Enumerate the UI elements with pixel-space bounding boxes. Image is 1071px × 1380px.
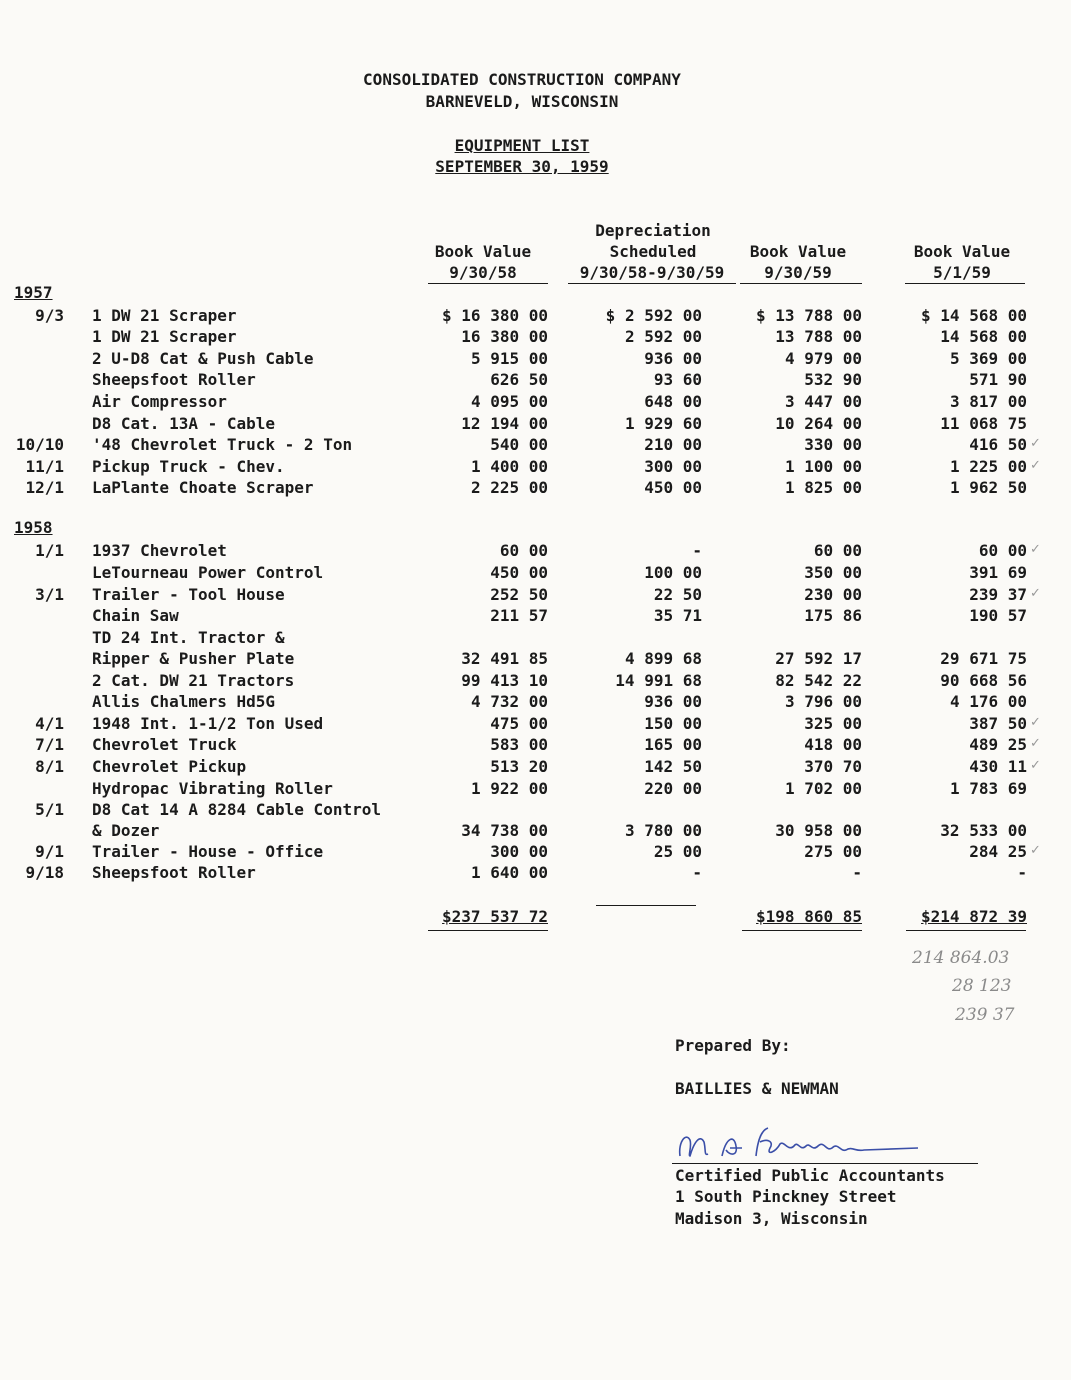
- col-dep-header-2: Scheduled: [609, 242, 697, 261]
- row-dep-cell: 14 991 68: [615, 671, 702, 690]
- row-bv59-cell: 3 447 00: [784, 392, 862, 411]
- row-bv51-cell: 5 369 00: [949, 349, 1027, 368]
- pencil-check-icon: ✓: [1030, 586, 1041, 601]
- row-bv58-cell: 32 491 85: [461, 649, 548, 668]
- row-bv58-cell: 4 095 00: [470, 392, 548, 411]
- row-dep-cell: 936 00: [644, 349, 702, 368]
- row-bv59-cell: -: [852, 863, 862, 882]
- row-desc-cell: D8 Cat 14 A 8284 Cable Control: [92, 800, 381, 819]
- total-bv58-double-rule: [428, 930, 548, 931]
- dep-total-rule: [596, 905, 696, 906]
- col-dep-header-1: Depreciation: [595, 221, 711, 240]
- row-bv58-cell: 300 00: [490, 842, 548, 861]
- row-bv59-cell: 370 70: [804, 757, 862, 776]
- row-bv59-cell: 1 100 00: [784, 457, 862, 476]
- row-bv58-cell: 513 20: [490, 757, 548, 776]
- row-dep-cell: 165 00: [644, 735, 702, 754]
- row-dep-cell: 93 60: [653, 370, 702, 389]
- row-dep-cell: 4 899 68: [624, 649, 702, 668]
- row-bv51-cell: 284 25: [969, 842, 1027, 861]
- row-bv59-cell: 27 592 17: [775, 649, 862, 668]
- row-dep-cell: 2 592 00: [624, 327, 702, 346]
- row-desc-cell: Sheepsfoot Roller: [92, 370, 256, 389]
- firm-name: BAILLIES & NEWMAN: [675, 1079, 839, 1098]
- row-dep-cell: 25 00: [653, 842, 702, 861]
- row-bv51-cell: -: [1017, 863, 1027, 882]
- col-bv51-header-2: 5/1/59: [933, 263, 991, 282]
- row-dep-cell: -: [692, 541, 702, 560]
- year-label-1958: 1958: [14, 518, 53, 537]
- row-desc-cell: 1 DW 21 Scraper: [92, 306, 237, 325]
- row-dep-cell: 3 780 00: [624, 821, 702, 840]
- col-bv58-header-1: Book Value: [434, 242, 532, 261]
- row-bv59-cell: 230 00: [804, 585, 862, 604]
- signature-image: [660, 1112, 930, 1164]
- row-dep-cell: 150 00: [644, 714, 702, 733]
- row-desc-cell: 2 U-D8 Cat & Push Cable: [92, 349, 314, 368]
- row-date-cell: 4/1: [35, 714, 64, 733]
- row-dep-cell: 220 00: [644, 779, 702, 798]
- firm-street: 1 South Pinckney Street: [675, 1187, 897, 1206]
- row-bv59-cell: $ 13 788 00: [756, 306, 862, 325]
- row-dep-cell: 210 00: [644, 435, 702, 454]
- row-bv51-cell: $ 14 568 00: [921, 306, 1027, 325]
- row-dep-cell: 936 00: [644, 692, 702, 711]
- row-bv51-cell: 387 50: [969, 714, 1027, 733]
- row-desc-cell: & Dozer: [92, 821, 160, 840]
- total-bv58: $237 537 72: [442, 907, 548, 926]
- row-dep-cell: 35 71: [653, 606, 702, 625]
- row-bv51-cell: 1 783 69: [949, 779, 1027, 798]
- col-bv51-header-rule: [905, 283, 1025, 284]
- pencil-note-3: 239 37: [955, 1005, 1015, 1025]
- company-location: BARNEVELD, WISCONSIN: [425, 92, 619, 111]
- row-bv58-cell: 99 413 10: [461, 671, 548, 690]
- row-bv58-cell: 4 732 00: [470, 692, 548, 711]
- row-bv59-cell: 418 00: [804, 735, 862, 754]
- row-bv59-cell: 1 825 00: [784, 478, 862, 497]
- row-bv58-cell: 1 640 00: [470, 863, 548, 882]
- signature-line: [672, 1163, 978, 1164]
- cpa-title: Certified Public Accountants: [675, 1166, 945, 1185]
- row-bv58-cell: 1 922 00: [470, 779, 548, 798]
- pencil-note-2: 28 123: [952, 976, 1012, 996]
- row-date-cell: 1/1: [35, 541, 64, 560]
- row-bv51-cell: 489 25: [969, 735, 1027, 754]
- row-bv59-cell: 10 264 00: [775, 414, 862, 433]
- total-bv51: $214 872 39: [921, 907, 1027, 926]
- col-dep-header-3: 9/30/58-9/30/59: [579, 263, 725, 282]
- row-bv58-cell: 583 00: [490, 735, 548, 754]
- firm-city: Madison 3, Wisconsin: [675, 1209, 868, 1228]
- row-desc-cell: LaPlante Choate Scraper: [92, 478, 314, 497]
- pencil-check-icon: ✓: [1030, 542, 1041, 557]
- row-desc-cell: Trailer - Tool House: [92, 585, 285, 604]
- row-desc-cell: Allis Chalmers Hd5G: [92, 692, 276, 711]
- col-dep-header-rule: [568, 283, 736, 284]
- row-dep-cell: 300 00: [644, 457, 702, 476]
- pencil-check-icon: ✓: [1030, 843, 1041, 858]
- row-bv59-cell: 3 796 00: [784, 692, 862, 711]
- row-dep-cell: 1 929 60: [624, 414, 702, 433]
- row-bv51-cell: 571 90: [969, 370, 1027, 389]
- col-bv59-header-1: Book Value: [749, 242, 847, 261]
- row-desc-cell: 1937 Chevrolet: [92, 541, 227, 560]
- total-bv59: $198 860 85: [756, 907, 862, 926]
- row-date-cell: 5/1: [35, 800, 64, 819]
- row-bv59-cell: 175 86: [804, 606, 862, 625]
- row-bv59-cell: 275 00: [804, 842, 862, 861]
- col-bv51-header-1: Book Value: [913, 242, 1011, 261]
- pencil-check-icon: ✓: [1030, 758, 1041, 773]
- prepared-by-label: Prepared By:: [675, 1036, 791, 1055]
- row-dep-cell: 22 50: [653, 585, 702, 604]
- row-date-cell: 9/18: [25, 863, 64, 882]
- row-bv51-cell: 1 225 00: [949, 457, 1027, 476]
- pencil-check-icon: ✓: [1030, 736, 1041, 751]
- row-bv59-cell: 30 958 00: [775, 821, 862, 840]
- row-date-cell: 7/1: [35, 735, 64, 754]
- row-desc-cell: Trailer - House - Office: [92, 842, 324, 861]
- row-bv58-cell: 16 380 00: [461, 327, 548, 346]
- row-date-cell: 10/10: [15, 435, 64, 454]
- row-desc-cell: 1948 Int. 1-1/2 Ton Used: [92, 714, 324, 733]
- row-bv51-cell: 4 176 00: [949, 692, 1027, 711]
- row-desc-cell: Chevrolet Pickup: [92, 757, 247, 776]
- row-desc-cell: Ripper & Pusher Plate: [92, 649, 295, 668]
- row-desc-cell: 1 DW 21 Scraper: [92, 327, 237, 346]
- row-bv58-cell: 626 50: [490, 370, 548, 389]
- row-bv59-cell: 330 00: [804, 435, 862, 454]
- row-desc-cell: Hydropac Vibrating Roller: [92, 779, 333, 798]
- row-bv58-cell: 211 57: [490, 606, 548, 625]
- document-date: SEPTEMBER 30, 1959: [435, 157, 609, 176]
- row-desc-cell: Pickup Truck - Chev.: [92, 457, 285, 476]
- row-date-cell: 8/1: [35, 757, 64, 776]
- row-bv59-cell: 82 542 22: [775, 671, 862, 690]
- total-bv59-double-rule: [742, 930, 862, 931]
- company-name: CONSOLIDATED CONSTRUCTION COMPANY: [363, 70, 681, 89]
- row-desc-cell: 2 Cat. DW 21 Tractors: [92, 671, 295, 690]
- col-bv58-header-2: 9/30/58: [449, 263, 517, 282]
- row-date-cell: 9/1: [35, 842, 64, 861]
- pencil-check-icon: ✓: [1030, 458, 1041, 473]
- col-bv59-header-rule: [740, 283, 862, 284]
- row-date-cell: 12/1: [25, 478, 64, 497]
- row-bv51-cell: 60 00: [978, 541, 1027, 560]
- row-bv59-cell: 13 788 00: [775, 327, 862, 346]
- row-bv59-cell: 350 00: [804, 563, 862, 582]
- row-bv51-cell: 14 568 00: [940, 327, 1027, 346]
- row-desc-cell: D8 Cat. 13A - Cable: [92, 414, 276, 433]
- row-desc-cell: Chevrolet Truck: [92, 735, 237, 754]
- pencil-check-icon: ✓: [1030, 715, 1041, 730]
- col-bv59-header-2: 9/30/59: [764, 263, 832, 282]
- row-bv51-cell: 3 817 00: [949, 392, 1027, 411]
- row-bv58-cell: 540 00: [490, 435, 548, 454]
- document-title: EQUIPMENT LIST: [454, 136, 590, 155]
- col-bv58-header-rule: [428, 283, 548, 284]
- row-bv58-cell: 2 225 00: [470, 478, 548, 497]
- row-bv51-cell: 416 50: [969, 435, 1027, 454]
- row-bv58-cell: 475 00: [490, 714, 548, 733]
- row-bv58-cell: 34 738 00: [461, 821, 548, 840]
- row-desc-cell: '48 Chevrolet Truck - 2 Ton: [92, 435, 353, 454]
- row-dep-cell: -: [692, 863, 702, 882]
- row-bv51-cell: 32 533 00: [940, 821, 1027, 840]
- row-desc-cell: TD 24 Int. Tractor &: [92, 628, 285, 647]
- row-bv51-cell: 11 068 75: [940, 414, 1027, 433]
- row-bv59-cell: 4 979 00: [784, 349, 862, 368]
- row-date-cell: 3/1: [35, 585, 64, 604]
- row-bv58-cell: 450 00: [490, 563, 548, 582]
- row-bv58-cell: 252 50: [490, 585, 548, 604]
- row-bv58-cell: 1 400 00: [470, 457, 548, 476]
- row-bv59-cell: 325 00: [804, 714, 862, 733]
- row-desc-cell: Sheepsfoot Roller: [92, 863, 256, 882]
- row-bv58-cell: 5 915 00: [470, 349, 548, 368]
- row-date-cell: 9/3: [35, 306, 64, 325]
- row-desc-cell: Air Compressor: [92, 392, 227, 411]
- row-dep-cell: 100 00: [644, 563, 702, 582]
- row-bv51-cell: 430 11: [969, 757, 1027, 776]
- row-bv58-cell: 12 194 00: [461, 414, 548, 433]
- row-bv51-cell: 29 671 75: [940, 649, 1027, 668]
- row-bv51-cell: 1 962 50: [949, 478, 1027, 497]
- row-bv59-cell: 532 90: [804, 370, 862, 389]
- year-label-1957: 1957: [14, 283, 53, 302]
- row-dep-cell: 450 00: [644, 478, 702, 497]
- row-bv59-cell: 60 00: [813, 541, 862, 560]
- row-bv51-cell: 239 37: [969, 585, 1027, 604]
- row-dep-cell: 142 50: [644, 757, 702, 776]
- pencil-check-icon: ✓: [1030, 436, 1041, 451]
- row-dep-cell: 648 00: [644, 392, 702, 411]
- row-bv51-cell: 391 69: [969, 563, 1027, 582]
- row-bv51-cell: 90 668 56: [940, 671, 1027, 690]
- row-desc-cell: Chain Saw: [92, 606, 179, 625]
- row-bv58-cell: 60 00: [499, 541, 548, 560]
- row-desc-cell: LeTourneau Power Control: [92, 563, 324, 582]
- row-bv51-cell: 190 57: [969, 606, 1027, 625]
- row-date-cell: 11/1: [25, 457, 64, 476]
- row-dep-cell: $ 2 592 00: [605, 306, 702, 325]
- pencil-note-1: 214 864.03: [912, 948, 1010, 968]
- total-bv51-double-rule: [906, 930, 1026, 931]
- row-bv58-cell: $ 16 380 00: [442, 306, 548, 325]
- row-bv59-cell: 1 702 00: [784, 779, 862, 798]
